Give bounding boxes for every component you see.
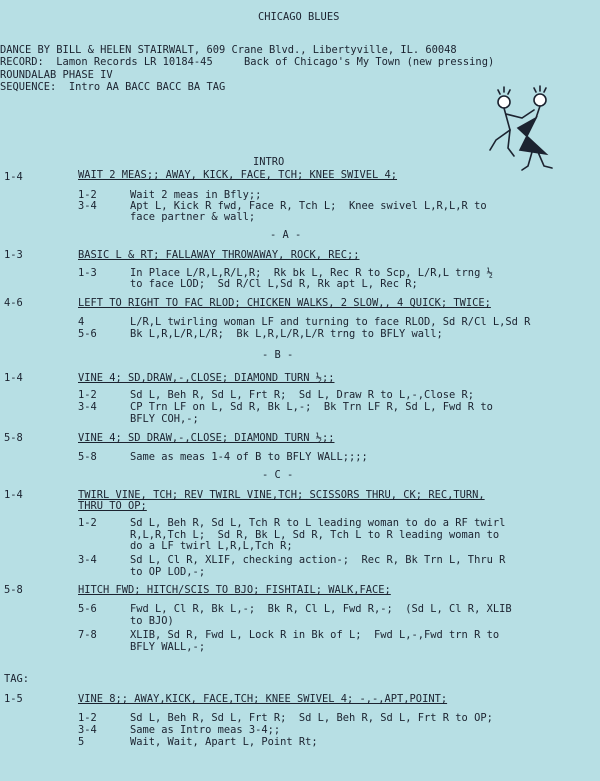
intro-line-1: Wait 2 meas in Bfly;; xyxy=(130,189,262,201)
part-c-1-line-4: Sd L, Cl R, XLIF, checking action-; Rec R, Bk Trn L, Thru R xyxy=(130,554,506,566)
part-a-2-line-2: Bk L,R,L/R,L/R; Bk L,R,L/R,L/R trng to BFLY wall; xyxy=(130,328,443,340)
part-c-2-line-3-meas: 7-8 xyxy=(78,629,97,641)
part-c-2-line-1: Fwd L, Cl R, Bk L,-; Bk R, Cl L, Fwd R,-; (Sd L, Cl R, XLIB xyxy=(130,603,512,615)
part-b-2-line-1-meas: 5-8 xyxy=(78,451,97,463)
dancing-couple-icon xyxy=(484,84,562,180)
tag-measures: 1-5 xyxy=(4,693,23,705)
phase-line: ROUNDALAB PHASE IV xyxy=(0,69,113,81)
part-b-2-measures: 5-8 xyxy=(4,432,23,444)
part-b-1-line-2-meas: 3-4 xyxy=(78,401,97,413)
part-c-1-line-5: to OP LOD,-; xyxy=(130,566,206,578)
part-c-2-line-3: XLIB, Sd R, Fwd L, Lock R in Bk of L; Fwd L,-,Fwd trn R to xyxy=(130,629,500,641)
part-a-2-line-1: L/R,L twirling woman LF and turning to face RLOD, Sd R/Cl L,Sd R xyxy=(130,316,531,328)
part-b-1-line-1: Sd L, Beh R, Sd L, Frt R; Sd L, Draw R to L,-,Close R; xyxy=(130,389,475,401)
part-c-1-heading: TWIRL VINE, TCH; REV TWIRL VINE,TCH; SCISSORS THRU, CK; REC,TURN, xyxy=(78,489,485,501)
part-c-1-heading-cont: THRU TO OP; xyxy=(78,500,147,512)
part-a-2-heading: LEFT TO RIGHT TO FAC RLOD; CHICKEN WALKS, 2 SLOW,, 4 QUICK; TWICE; xyxy=(78,297,491,309)
part-c-1-line-1-meas: 1-2 xyxy=(78,517,97,529)
part-c-1-line-3: do a LF twirl L,R,L,Tch R; xyxy=(130,540,293,552)
tag-line-3: Wait, Wait, Apart L, Point Rt; xyxy=(130,736,318,748)
part-c-2-measures: 5-8 xyxy=(4,584,23,596)
part-b-1-heading: VINE 4; SD,DRAW,-,CLOSE; DIAMOND TURN ½;; xyxy=(78,372,335,384)
part-b-1-measures: 1-4 xyxy=(4,372,23,384)
part-a-title: - A - xyxy=(270,229,302,241)
part-c-1-line-1: Sd L, Beh R, Sd L, Tch R to L leading woman to do a RF twirl xyxy=(130,517,506,529)
tag-title: TAG: xyxy=(4,673,30,685)
part-a-1-heading: BASIC L & RT; FALLAWAY THROWAWAY, ROCK, REC;; xyxy=(78,249,360,261)
part-c-1-measures: 1-4 xyxy=(4,489,23,501)
part-a-1-line-1-meas: 1-3 xyxy=(78,267,97,279)
part-b-2-line-1: Same as meas 1-4 of B to BFLY WALL;;;; xyxy=(130,451,368,463)
intro-heading: WAIT 2 MEAS;; AWAY, KICK, FACE, TCH; KNEE SWIVEL 4; xyxy=(78,169,398,181)
intro-line-3: face partner & wall; xyxy=(130,211,256,223)
tag-heading: VINE 8;; AWAY,KICK, FACE,TCH; KNEE SWIVEL 4; -,-,APT,POINT; xyxy=(78,693,448,705)
intro-line-2: Apt L, Kick R fwd, Face R, Tch L; Knee swivel L,R,L,R to xyxy=(130,200,487,212)
part-a-2-line-1-meas: 4 xyxy=(78,316,85,328)
intro-title: INTRO xyxy=(253,156,285,168)
record-line: RECORD: Lamon Records LR 10184-45 Back of Chicago's My Town (new pressing) xyxy=(0,56,495,68)
part-a-1-measures: 1-3 xyxy=(4,249,23,261)
intro-line-2-meas: 3-4 xyxy=(78,200,97,212)
part-c-1-line-2: R,L,R,Tch L; Sd R, Bk L, Sd R, Tch L to R leading woman to xyxy=(130,529,500,541)
intro-line-1-meas: 1-2 xyxy=(78,189,97,201)
part-c-2-line-1-meas: 5-6 xyxy=(78,603,97,615)
tag-line-2: Same as Intro meas 3-4;; xyxy=(130,724,281,736)
part-c-2-heading: HITCH FWD; HITCH/SCIS TO BJO; FISHTAIL; WALK,FACE; xyxy=(78,584,391,596)
part-c-2-line-2: to BJO) xyxy=(130,615,174,627)
intro-measures: 1-4 xyxy=(4,171,23,183)
dance-title: CHICAGO BLUES xyxy=(258,11,340,23)
sequence-line: SEQUENCE: Intro AA BACC BACC BA TAG xyxy=(0,81,226,93)
part-a-2-measures: 4-6 xyxy=(4,297,23,309)
part-b-title: - B - xyxy=(262,349,294,361)
part-a-2-line-2-meas: 5-6 xyxy=(78,328,97,340)
part-a-1-line-2: to face LOD; Sd R/Cl L,Sd R, Rk apt L, Rec R; xyxy=(130,278,418,290)
part-b-1-line-2: CP Trn LF on L, Sd R, Bk L,-; Bk Trn LF R, Sd L, Fwd R to xyxy=(130,401,493,413)
part-b-2-heading: VINE 4; SD DRAW,-,CLOSE; DIAMOND TURN ½;; xyxy=(78,432,335,444)
part-a-1-line-1: In Place L/R,L,R/L,R; Rk bk L, Rec R to Scp, L/R,L trng ½ xyxy=(130,267,493,279)
part-b-1-line-1-meas: 1-2 xyxy=(78,389,97,401)
part-b-1-line-3: BFLY COH,-; xyxy=(130,413,199,425)
part-c-title: - C - xyxy=(262,469,294,481)
choreographer-line: DANCE BY BILL & HELEN STAIRWALT, 609 Crane Blvd., Libertyville, IL. 60048 xyxy=(0,44,457,56)
part-c-1-line-4-meas: 3-4 xyxy=(78,554,97,566)
tag-line-1-meas: 1-2 xyxy=(78,712,97,724)
part-c-2-line-4: BFLY WALL,-; xyxy=(130,641,206,653)
tag-line-2-meas: 3-4 xyxy=(78,724,97,736)
tag-line-1: Sd L, Beh R, Sd L, Frt R; Sd L, Beh R, Sd L, Frt R to OP; xyxy=(130,712,493,724)
tag-line-3-meas: 5 xyxy=(78,736,85,748)
